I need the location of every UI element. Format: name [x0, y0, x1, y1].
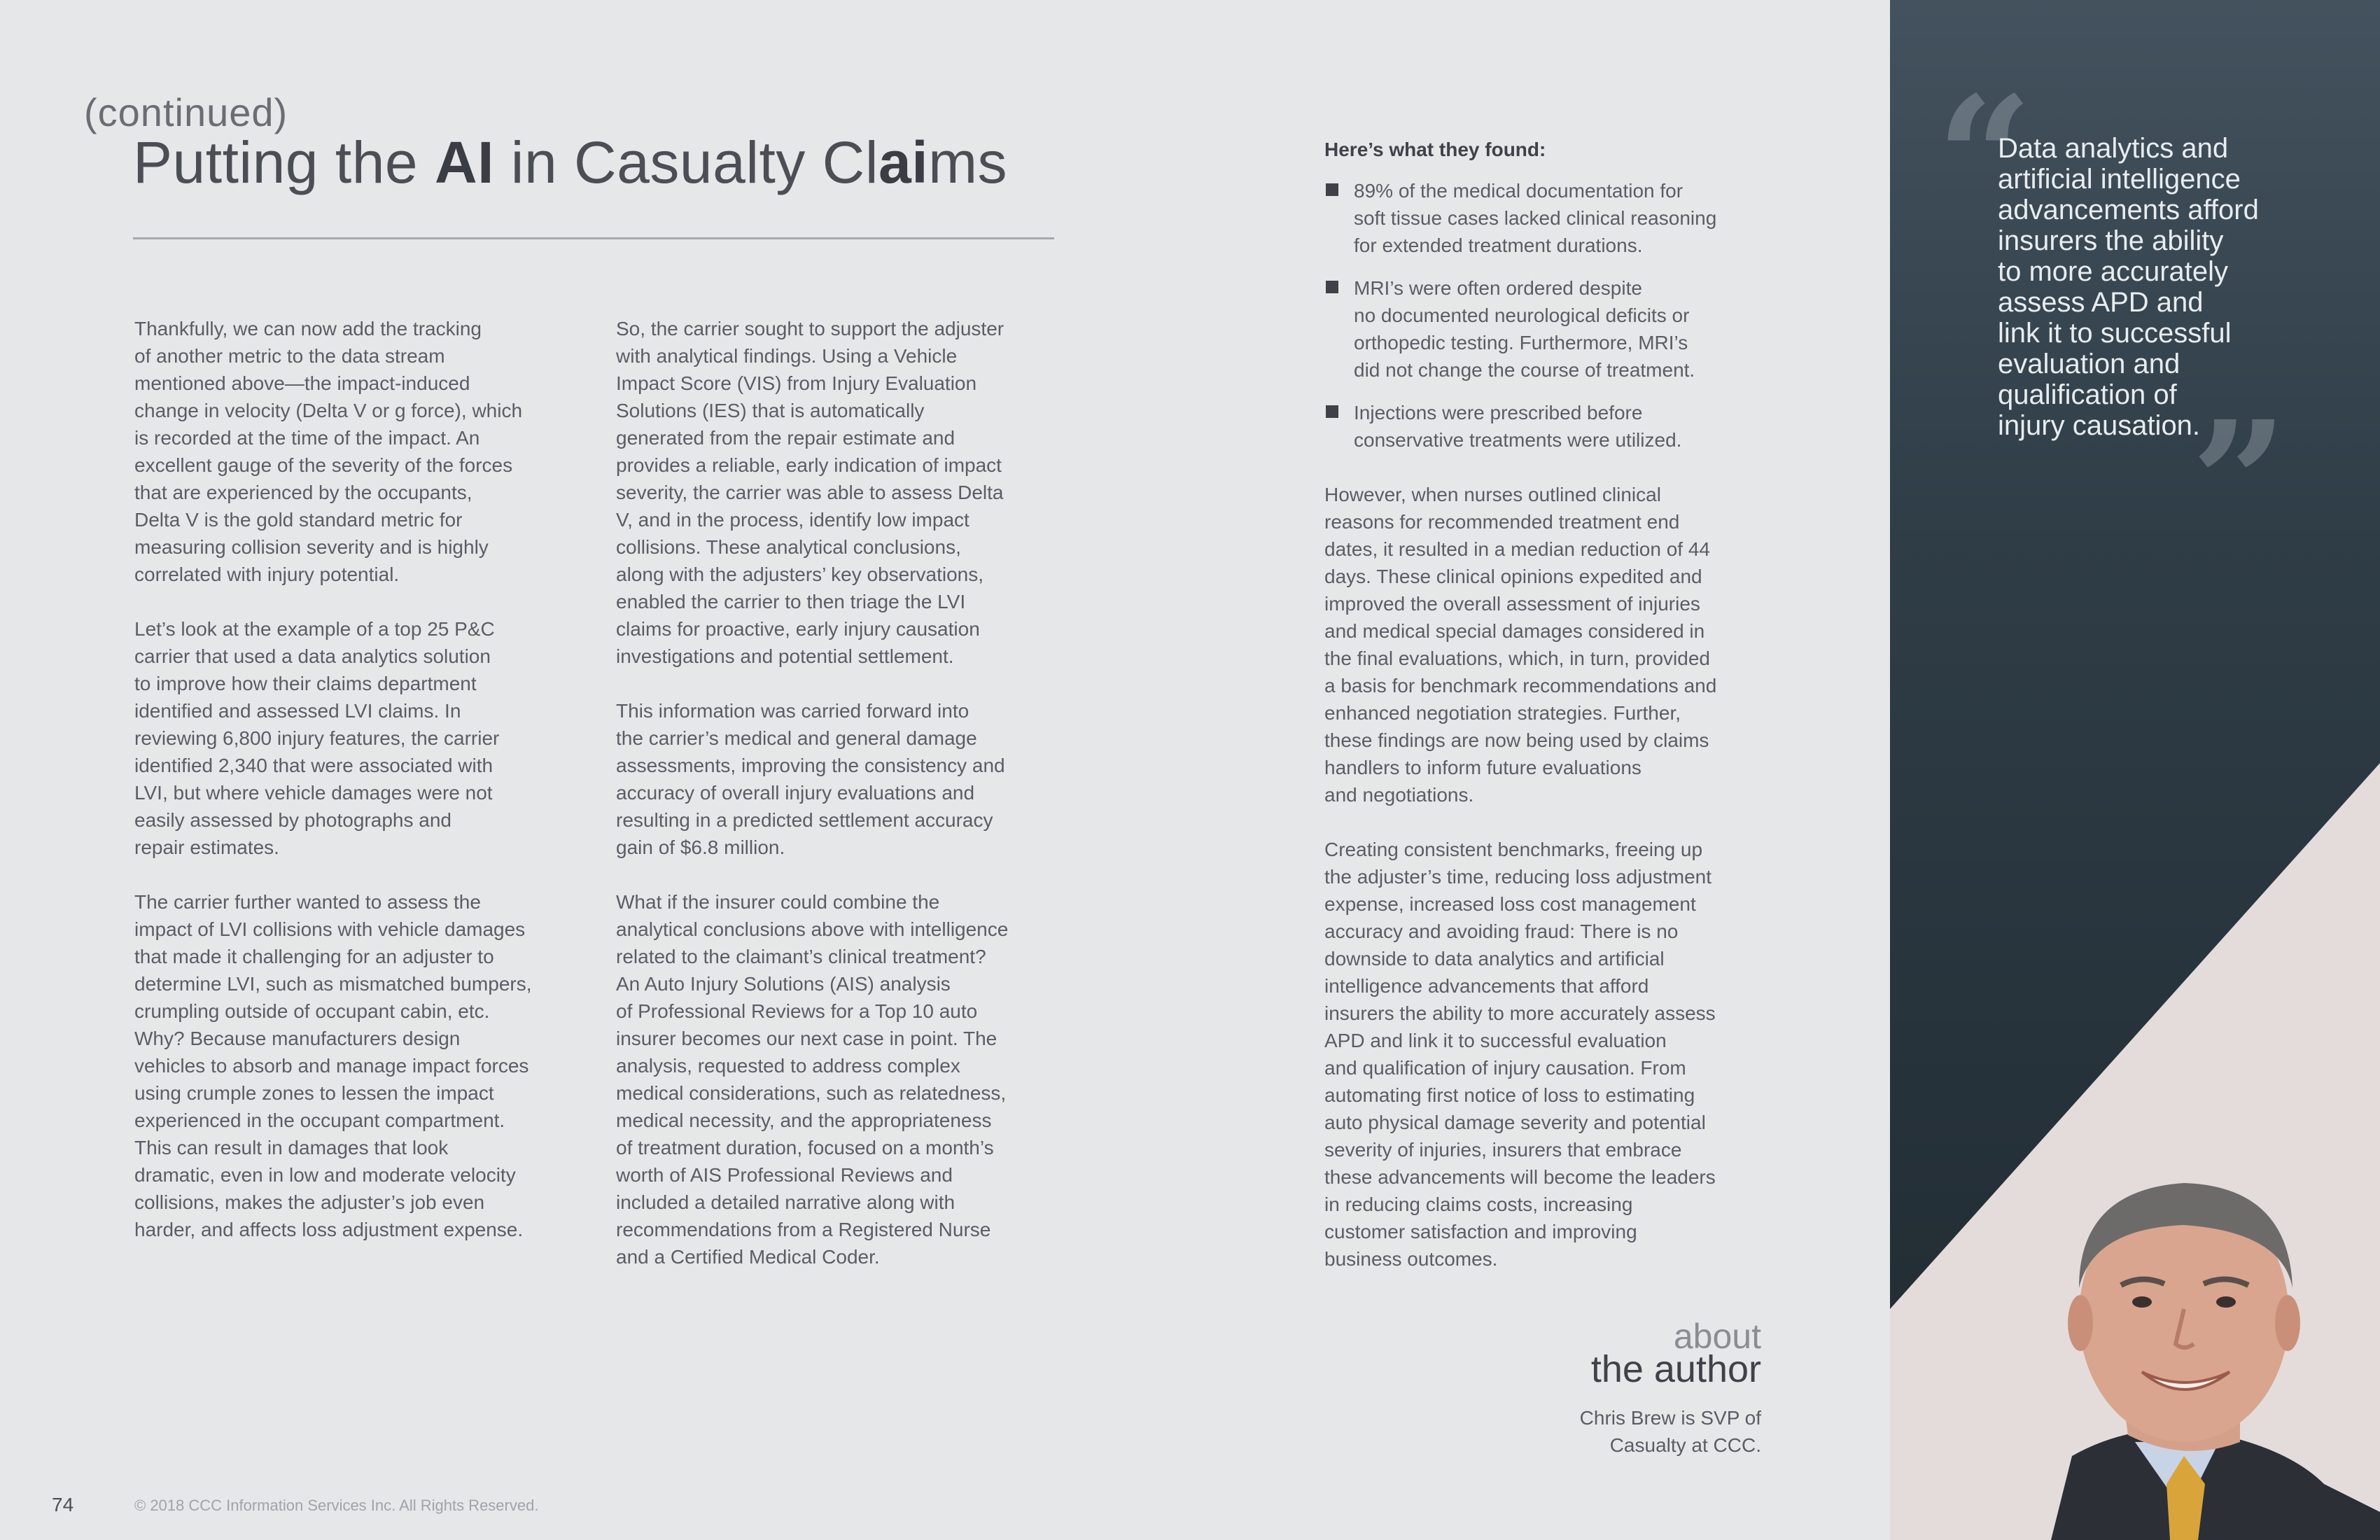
- title-bold-ai: AI: [434, 130, 494, 195]
- findings-heading: Here’s what they found:: [1324, 139, 1546, 160]
- paragraph: Creating consistent benchmarks, freeing up the adjuster’s time, reducing loss adjustment expense, increased loss cost management accuracy and avoiding fraud: There is no downside to data analytics and artificial intelligence advancements that afford insurers the ability to more accurately assess APD and link it to successful evaluation and qualification of injury causation. From automating first notice of loss to estimating auto physical damage severity and potential severity of injuries, insurers that embrace these advancements will become the leaders in reducing claims costs, increasing customer satisfaction and improving business outcomes.: [1324, 839, 1716, 1270]
- article-column-2: [616, 315, 1064, 1298]
- paragraph: So, the carrier sought to support the adjuster with analytical findings. Using a Vehicle Impact Score (VIS) from Injury Evaluation Solutions (IES) that is automatically generated from the repair estimate and provides a reliable, early indication of impact severity, the carrier was able to assess Delta V, and in the process, identify low impact collisions. These analytical conclusions, along with the adjusters’ key observations, enabled the carrier to then triage the LVI claims for proactive, early injury causation investigations and potential settlement.: [616, 318, 1004, 667]
- list-item-text: Injections were prescribed before conservative treatments were utilized.: [1354, 402, 1682, 451]
- list-item-text: 89% of the medical documentation for soft tissue cases lacked clinical reasoning for extended treatment durations.: [1354, 180, 1717, 256]
- list-item: [1324, 399, 1772, 454]
- paragraph: However, when nurses outlined clinical reasons for recommended treatment end dates, it resulted in a median reduction of 44 days. These clinical opinions expedited and improved the overall assessment of injuries and medical special damages considered in the final evaluations, which, in turn, provided a basis for benchmark recommendations and enhanced negotiation strategies. Further, these findings are now being used by claims handlers to inform future evaluations and negotiations.: [1324, 484, 1717, 806]
- paragraph: The carrier further wanted to assess the impact of LVI collisions with vehicle damages that made it challenging for an adjuster to determine LVI, such as mismatched bumpers, crumpling outside of occupant cabin, etc. Why? Because manufacturers design vehicles to absorb and manage impact forces using crumple zones to lessen the impact experienced in the occupant compartment. This can result in damages that look dramatic, even in low and moderate velocity collisions, makes the adjuster’s job even harder, and affects loss adjustment expense.: [134, 891, 532, 1240]
- copyright-notice: © 2018 CCC Information Services Inc. All Rights Reserved.: [134, 1497, 539, 1514]
- page-number: 74: [52, 1494, 74, 1516]
- list-item: [1324, 177, 1772, 259]
- title-divider: [133, 237, 1054, 239]
- paragraph: This information was carried forward into the carrier’s medical and general damage assessments, improving the consistency and accuracy of overall injury evaluations and resulting in a predicted settlement accuracy gain of $6.8 million.: [616, 700, 1005, 858]
- article-column-1: [134, 315, 582, 1270]
- title-part-1: Putting the: [133, 130, 435, 195]
- paragraph: Let’s look at the example of a top 25 P&C carrier that used a data analytics solution to improve how their claims department identified and assessed LVI claims. In reviewing 6,800 injury features, the carrier identified 2,340 that were associated with LVI, but where vehicle damages were not easily assessed by photographs and repair estimates.: [134, 618, 500, 858]
- pull-quote: Data analytics and artificial intelligence advancements afford insurers the ability to more accurately assess APD and link it to successful evaluation and qualification of injury causation.: [1998, 133, 2259, 441]
- page-continued-label: (continued): [84, 90, 288, 134]
- title-part-3: ms: [928, 130, 1008, 195]
- square-bullet-icon: [1326, 183, 1338, 196]
- paragraph: What if the insurer could combine the analytical conclusions above with intelligence related to the claimant’s clinical treatment? An Auto Injury Solutions (AIS) analysis of Professional Reviews for a Top 10 auto insurer becomes our next case in point. The analysis, requested to address complex medical considerations, such as relatedness, medical necessity, and the appropriateness of treatment duration, focused on a month’s worth of AIS Professional Reviews and included a detailed narrative along with recommendations from a Registered Nurse and a Certified Medical Coder.: [616, 891, 1009, 1268]
- square-bullet-icon: [1326, 281, 1338, 293]
- about-label: about: [1673, 1317, 1761, 1356]
- title-bold-ai-2: ai: [878, 130, 929, 195]
- findings-list: [1324, 177, 1772, 454]
- list-item: [1324, 274, 1772, 384]
- paragraph: Thankfully, we can now add the tracking of another metric to the data stream mentioned above—the impact-induced change in velocity (Delta V or g force), which is recorded at the time of the impact. An excellent gauge of the severity of the forces that are experienced by the occupants, Delta V is the gold standard metric for measuring collision severity and is highly correlated with injury potential.: [134, 318, 523, 585]
- open-quote-icon: “: [1936, 59, 2033, 257]
- pull-quote-panel: [1890, 0, 2380, 1540]
- author-bio: Chris Brew is SVP of Casualty at CCC.: [1579, 1407, 1761, 1456]
- close-quote-icon: ”: [2191, 384, 2288, 582]
- article-column-3: [1324, 136, 1772, 1300]
- author-heading: the author: [1590, 1348, 1761, 1390]
- square-bullet-icon: [1326, 405, 1338, 418]
- page-title: [133, 130, 1007, 195]
- title-part-2: in Casualty Cl: [493, 130, 878, 195]
- list-item-text: MRI’s were often ordered despite no documented neurological deficits or orthopedic testing. Furthermore, MRI’s did not change the course of treatment.: [1354, 277, 1695, 381]
- author-portrait: [1890, 1064, 2380, 1540]
